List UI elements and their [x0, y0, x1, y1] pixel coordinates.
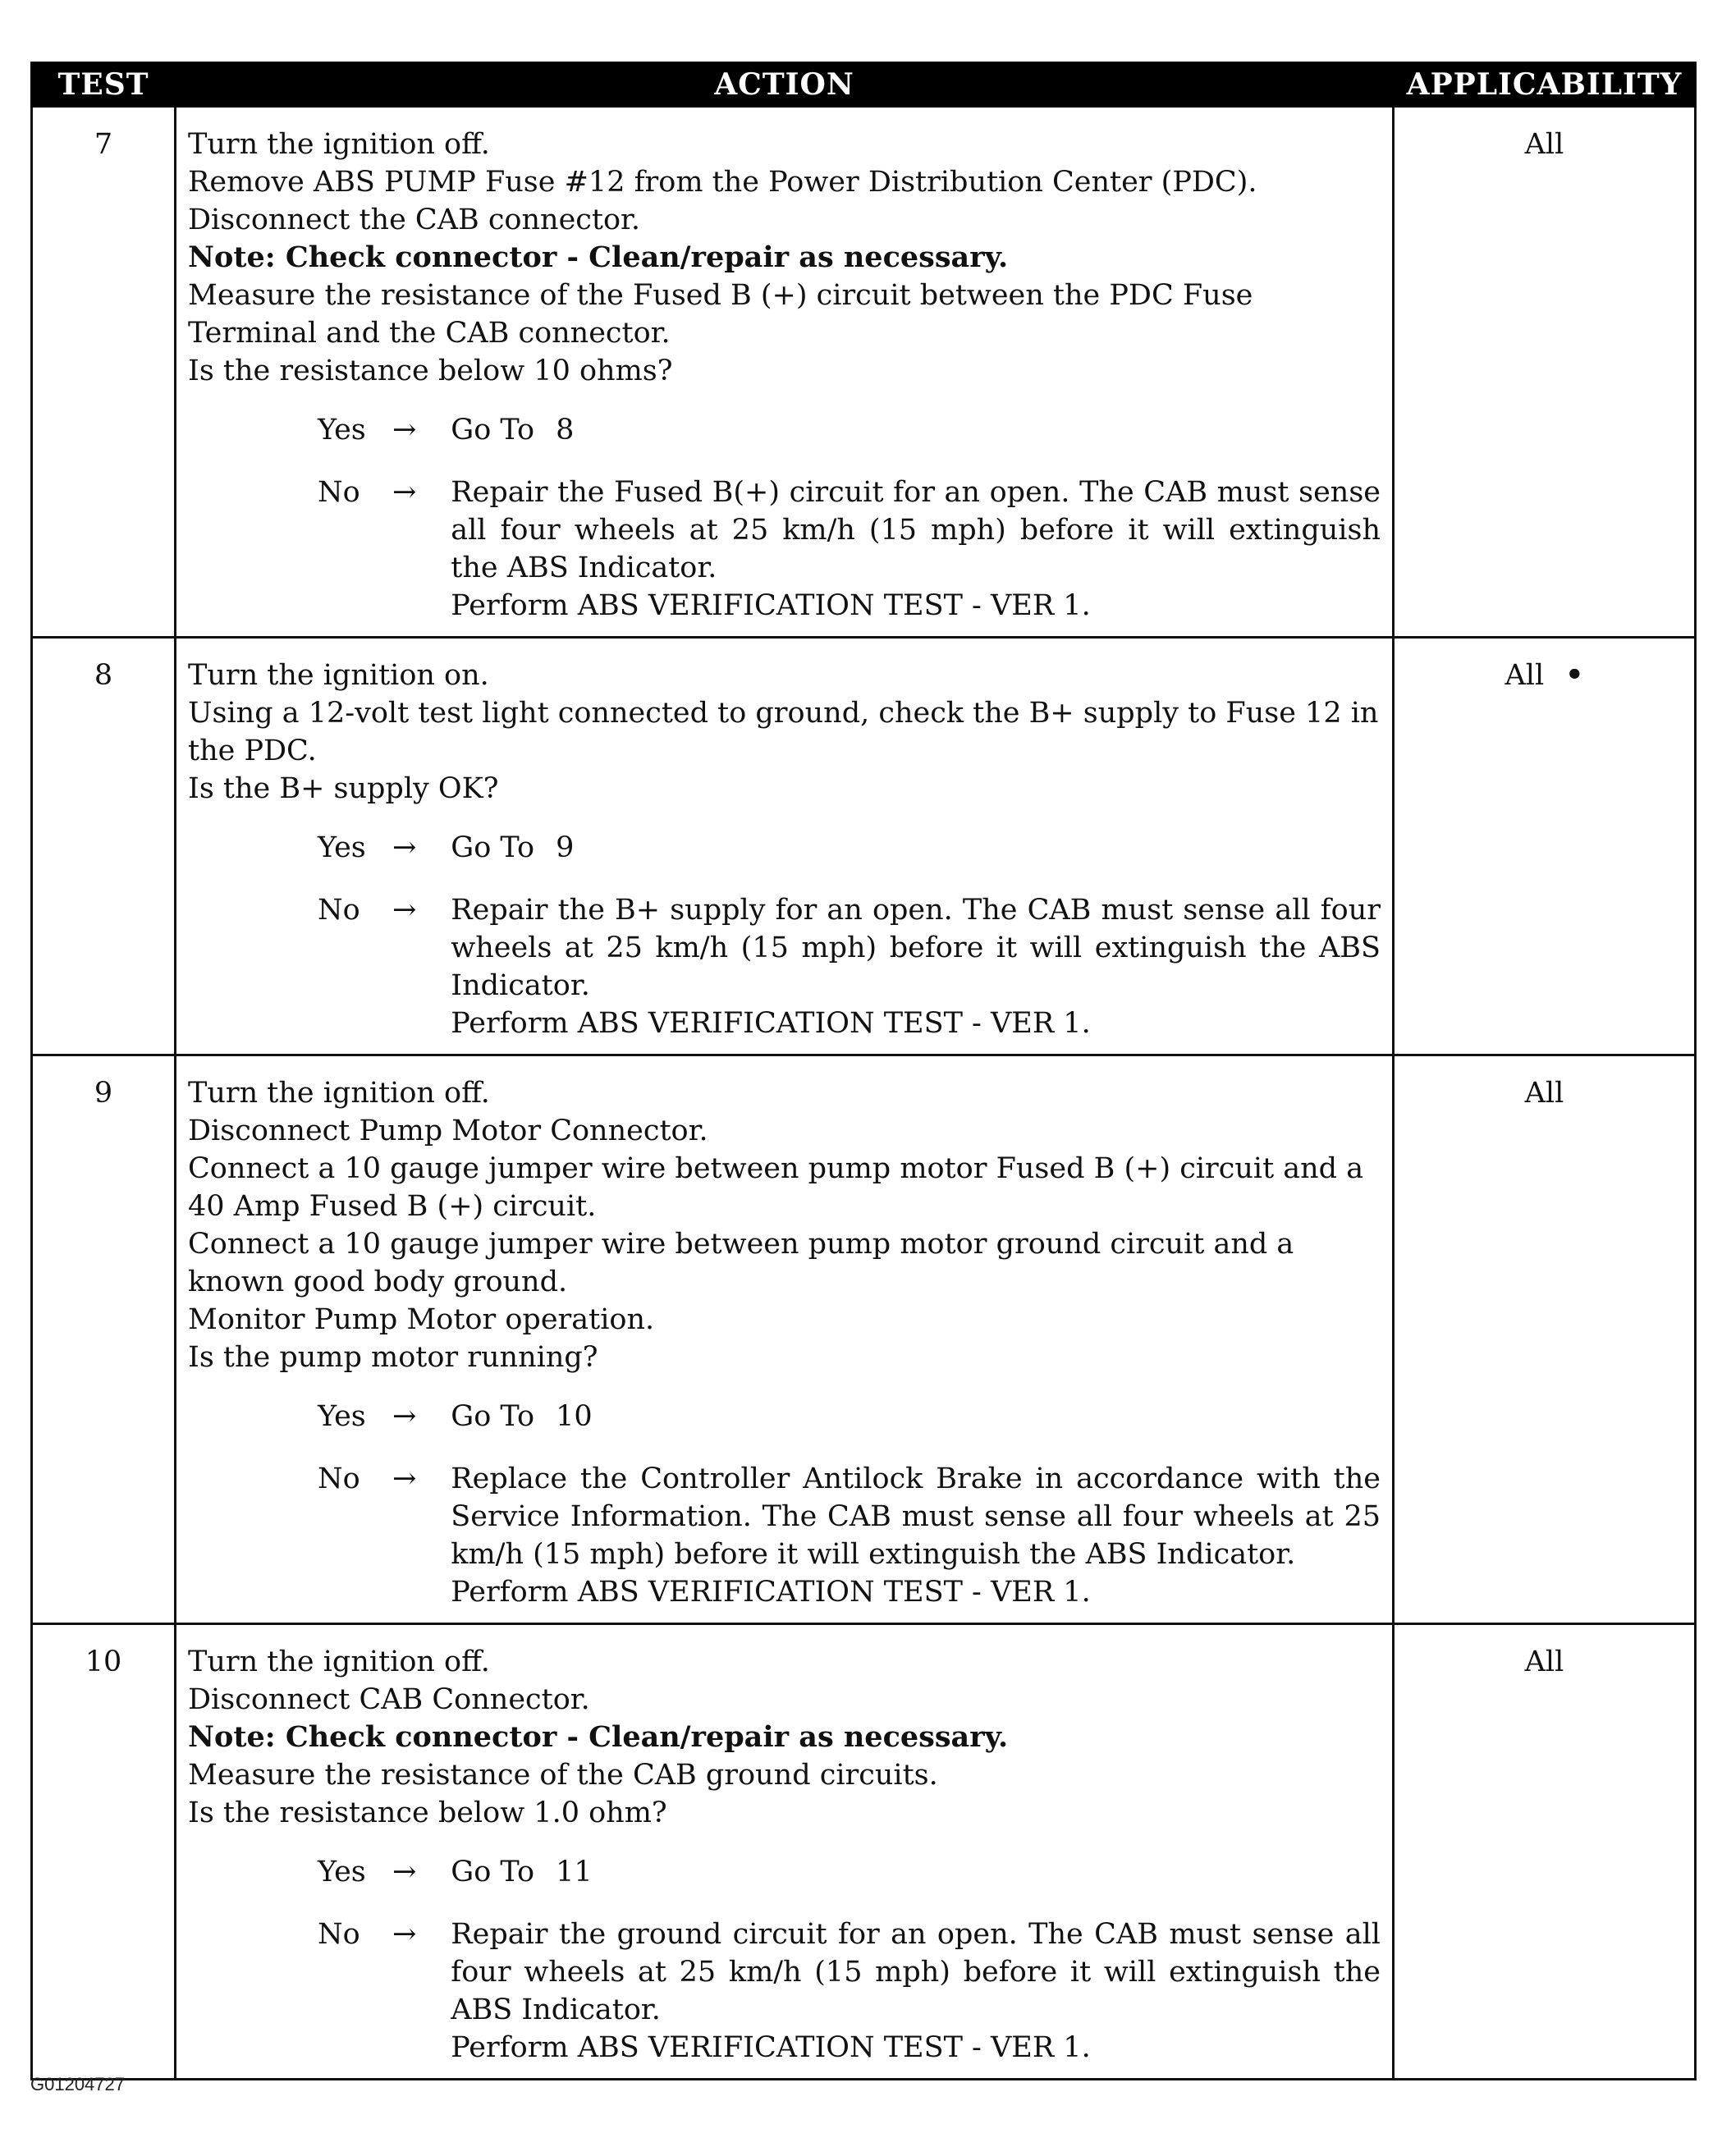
repair-text: Repair the Fused B(+) circuit for an open. The CAB must sense all four wheels at 25 km/h (15 mph) before it will extinguish the ABS Indicator.: [451, 476, 1381, 584]
yes-label: Yes: [318, 831, 366, 864]
header-applicability: APPLICABILITY: [1394, 63, 1696, 107]
answer-block: [318, 411, 1381, 625]
instruction-line: Turn the ignition on.: [188, 659, 489, 692]
table-row: [32, 638, 1696, 1055]
repair-instruction: [451, 891, 1381, 1042]
instruction-line: Disconnect CAB Connector.: [188, 1683, 590, 1716]
goto-instruction: [451, 829, 1381, 867]
action-cell: [176, 1624, 1394, 2080]
test-number: 7: [32, 107, 176, 638]
answer-block: [318, 1398, 1381, 1611]
applicability-value: All: [1524, 1646, 1564, 1678]
applicability-value: All: [1524, 128, 1564, 161]
verification-text: Perform ABS VERIFICATION TEST - VER 1.: [451, 1007, 1091, 1040]
applicability-cell: [1394, 107, 1696, 638]
arrow-icon: →: [392, 1856, 417, 1888]
no-branch: [318, 1460, 1381, 1611]
yes-branch: [318, 1398, 1381, 1435]
goto-instruction: [451, 411, 1381, 449]
applicability-value: All: [1524, 1077, 1564, 1110]
repair-text: Replace the Controller Antilock Brake in accordance with the Service Information. The CAB must sense all four wheels at 25 km/h (15 mph) before it will extinguish the ABS Indicator.: [451, 1463, 1381, 1571]
instruction-line: Connect a 10 gauge jumper wire between pump motor Fused B (+) circuit and a 40 Amp Fused B (+) circuit.: [188, 1152, 1364, 1223]
arrow-icon: →: [392, 894, 417, 927]
table-row: [32, 1055, 1696, 1624]
yes-branch: [318, 411, 1381, 449]
goto-instruction: [451, 1398, 1381, 1435]
verification-text: Perform ABS VERIFICATION TEST - VER 1.: [451, 1576, 1091, 1609]
test-number: 9: [32, 1055, 176, 1624]
instruction-line: Disconnect the CAB connector.: [188, 204, 641, 236]
instruction-line: Disconnect Pump Motor Connector.: [188, 1115, 708, 1147]
no-branch: [318, 474, 1381, 625]
repair-text: Repair the B+ supply for an open. The CAB must sense all four wheels at 25 km/h (15 mph) before it will extinguish the ABS Indicator.: [451, 894, 1381, 1002]
repair-instruction: [451, 474, 1381, 625]
instruction-line: Monitor Pump Motor operation.: [188, 1303, 655, 1336]
arrow-icon: →: [392, 1463, 417, 1495]
test-number: 8: [32, 638, 176, 1055]
applicability-cell: [1394, 1624, 1696, 2080]
no-label: No: [318, 476, 360, 509]
instruction-line: Using a 12-volt test light connected to ground, check the B+ supply to Fuse 12 in the PDC.: [188, 697, 1379, 767]
goto-number: 10: [556, 1400, 593, 1433]
goto-instruction: [451, 1853, 1381, 1891]
goto-label: Go To: [451, 1856, 535, 1888]
no-branch: [318, 891, 1381, 1042]
note-line: Note: Check connector - Clean/repair as necessary.: [188, 1720, 1009, 1754]
goto-label: Go To: [451, 414, 535, 446]
yes-label: Yes: [318, 414, 366, 446]
verification-text: Perform ABS VERIFICATION TEST - VER 1.: [451, 589, 1091, 622]
instruction-line: Is the resistance below 1.0 ohm?: [188, 1797, 667, 1829]
instruction-line: Is the B+ supply OK?: [188, 772, 499, 805]
action-cell: [176, 1055, 1394, 1624]
instruction-line: Measure the resistance of the CAB ground circuits.: [188, 1759, 938, 1792]
instruction-line: Turn the ignition off.: [188, 1646, 490, 1678]
dot-mark: •: [1565, 658, 1584, 692]
goto-number: 8: [556, 414, 575, 446]
yes-branch: [318, 1853, 1381, 1891]
goto-label: Go To: [451, 831, 535, 864]
instruction-line: Is the resistance below 10 ohms?: [188, 355, 673, 387]
instruction-line: Is the pump motor running?: [188, 1341, 598, 1374]
yes-label: Yes: [318, 1400, 366, 1433]
yes-label: Yes: [318, 1856, 366, 1888]
table-row: [32, 1624, 1696, 2080]
instruction-line: Remove ABS PUMP Fuse #12 from the Power Distribution Center (PDC).: [188, 166, 1257, 199]
repair-instruction: [451, 1916, 1381, 2067]
repair-text: Repair the ground circuit for an open. The CAB must sense all four wheels at 25 km/h (15 mph) before it will extinguish the ABS Indicator.: [451, 1918, 1381, 2026]
figure-id: G01204727: [30, 2074, 125, 2094]
action-cell: [176, 638, 1394, 1055]
action-cell: [176, 107, 1394, 638]
table-body: [32, 107, 1696, 2080]
answer-block: [318, 1853, 1381, 2067]
no-label: No: [318, 1918, 360, 1951]
no-branch: [318, 1916, 1381, 2067]
goto-label: Go To: [451, 1400, 535, 1433]
header-action: ACTION: [176, 63, 1394, 107]
goto-number: 9: [556, 831, 575, 864]
instruction-line: Measure the resistance of the Fused B (+) circuit between the PDC Fuse Terminal and the CAB connector.: [188, 279, 1253, 350]
diagnostic-test-table: [30, 62, 1697, 2080]
applicability-cell: [1394, 638, 1696, 1055]
arrow-icon: →: [392, 1400, 417, 1433]
no-label: No: [318, 894, 360, 927]
no-label: No: [318, 1463, 360, 1495]
test-number: 10: [32, 1624, 176, 2080]
yes-branch: [318, 829, 1381, 867]
answer-block: [318, 829, 1381, 1042]
instruction-line: Connect a 10 gauge jumper wire between pump motor ground circuit and a known good body ground.: [188, 1228, 1294, 1298]
verification-text: Perform ABS VERIFICATION TEST - VER 1.: [451, 2031, 1091, 2064]
arrow-icon: →: [392, 414, 417, 446]
goto-number: 11: [556, 1856, 593, 1888]
arrow-icon: →: [392, 1918, 417, 1951]
arrow-icon: →: [392, 476, 417, 509]
repair-instruction: [451, 1460, 1381, 1611]
arrow-icon: →: [392, 831, 417, 864]
applicability-value: All: [1504, 659, 1545, 692]
instruction-line: Turn the ignition off.: [188, 128, 490, 161]
applicability-cell: [1394, 1055, 1696, 1624]
table-row: [32, 107, 1696, 638]
note-line: Note: Check connector - Clean/repair as necessary.: [188, 240, 1009, 274]
header-test: TEST: [32, 63, 176, 107]
table-header-row: [32, 63, 1696, 107]
instruction-line: Turn the ignition off.: [188, 1077, 490, 1110]
